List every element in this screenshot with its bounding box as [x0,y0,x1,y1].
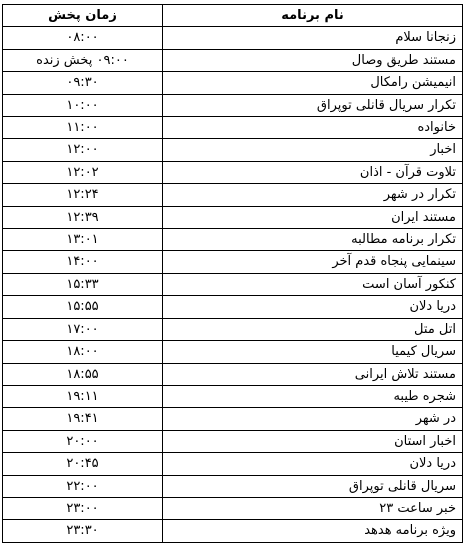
program-name-cell: سریال کیمیا [163,341,463,363]
table-row [3,497,463,519]
broadcast-time-cell: ۱۰:۰۰ [3,94,163,116]
table-row [3,408,463,430]
broadcast-time-cell: ۲۳:۰۰ [3,497,163,519]
table-row [3,206,463,228]
program-name-cell: سینمایی پنجاه قدم آخر [163,251,463,273]
program-name-cell: سریال قانلی توپراق [163,475,463,497]
program-name-cell: تلاوت قرآن - اذان [163,161,463,183]
table-row [3,94,463,116]
broadcast-time-cell: ۱۱:۰۰ [3,117,163,139]
table-row [3,49,463,71]
table-row [3,161,463,183]
table-row [3,475,463,497]
header-row [3,5,463,27]
broadcast-time-cell: ۱۹:۱۱ [3,385,163,407]
table-row [3,251,463,273]
table-row [3,341,463,363]
table-row [3,229,463,251]
table-row [3,27,463,49]
program-name-cell: مستند تلاش ایرانی [163,363,463,385]
program-name-cell: اخبار استان [163,430,463,452]
program-name-cell: خبر ساعت ۲۳ [163,497,463,519]
schedule-body [3,27,463,542]
broadcast-time-cell: ۱۸:۰۰ [3,341,163,363]
program-name-cell: ویژه برنامه هدهد [163,520,463,542]
broadcast-time-cell: ۱۸:۵۵ [3,363,163,385]
broadcast-time-cell: ۰۸:۰۰ [3,27,163,49]
program-name-cell: خانواده [163,117,463,139]
table-row [3,296,463,318]
broadcast-time-cell: ۰۹:۰۰ پخش زنده [3,49,163,71]
program-name-cell: اخبار [163,139,463,161]
program-name-cell: تکرار در شهر [163,184,463,206]
broadcast-time-cell: ۱۴:۰۰ [3,251,163,273]
program-name-cell: شجره طیبه [163,385,463,407]
table-row [3,273,463,295]
program-name-cell: کنکور آسان است [163,273,463,295]
program-name-cell: انیمیشن رامکال [163,72,463,94]
header-broadcast-time: زمان پخش [3,5,163,27]
program-name-cell: دریا دلان [163,453,463,475]
program-name-cell: تکرار برنامه مطالبه [163,229,463,251]
broadcast-time-cell: ۱۲:۲۴ [3,184,163,206]
table-row [3,385,463,407]
broadcast-time-cell: ۱۹:۴۱ [3,408,163,430]
broadcast-time-cell: ۱۲:۰۲ [3,161,163,183]
program-name-cell: مستند ایران [163,206,463,228]
broadcast-time-cell: ۱۷:۰۰ [3,318,163,340]
broadcast-time-cell: ۲۰:۰۰ [3,430,163,452]
broadcast-time-cell: ۲۲:۰۰ [3,475,163,497]
broadcast-time-cell: ۱۲:۳۹ [3,206,163,228]
table-row [3,430,463,452]
program-name-cell: زنجانا سلام [163,27,463,49]
program-name-cell: تکرار سریال قانلی توپراق [163,94,463,116]
program-name-cell: مستند طریق وصال [163,49,463,71]
broadcast-time-cell: ۱۵:۳۳ [3,273,163,295]
header-program-name: نام برنامه [163,5,463,27]
program-name-cell: در شهر [163,408,463,430]
program-name-cell: دریا دلان [163,296,463,318]
table-row [3,139,463,161]
table-row [3,318,463,340]
table-row [3,184,463,206]
table-row [3,453,463,475]
broadcast-time-cell: ۱۲:۰۰ [3,139,163,161]
table-row [3,117,463,139]
broadcast-time-cell: ۲۰:۴۵ [3,453,163,475]
broadcast-time-cell: ۱۵:۵۵ [3,296,163,318]
program-name-cell: اتل متل [163,318,463,340]
broadcast-time-cell: ۱۳:۰۱ [3,229,163,251]
table-row [3,72,463,94]
broadcast-time-cell: ۰۹:۳۰ [3,72,163,94]
table-row [3,363,463,385]
broadcast-schedule-table [2,4,463,543]
broadcast-time-cell: ۲۳:۳۰ [3,520,163,542]
